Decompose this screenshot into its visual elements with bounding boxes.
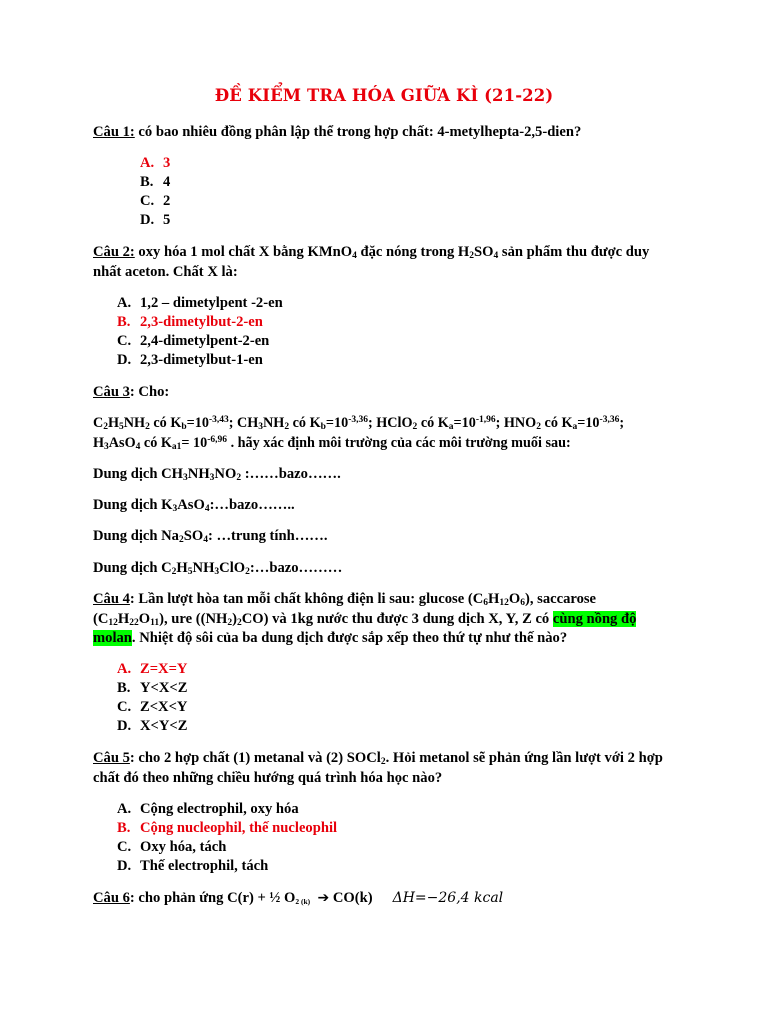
highlighted-term: cùng nồng độ molan bbox=[93, 610, 637, 647]
question-1-label: Câu 1: bbox=[93, 124, 135, 140]
q5-option-c: C. Oxy hóa, tách bbox=[117, 839, 227, 855]
q5-option-a: A. Cộng electrophil, oxy hóa bbox=[117, 801, 299, 817]
question-1 bbox=[93, 123, 683, 143]
salt-line-1: Dung dịch $CH_3NH_3NO_2$ :……bazo……. bbox=[93, 466, 341, 483]
question-6-label: Câu 6 bbox=[93, 890, 130, 906]
q1-option-b: B. 4 bbox=[140, 174, 171, 190]
question-5-label: Câu 5 bbox=[93, 750, 130, 766]
question-2: Câu 2: oxy hóa 1 mol chất X bằng KMnO$_4$ đặc nóng trong $H_2SO_4$ sản phẩm thu được duy nhất aceton. Chất X là: bbox=[93, 244, 650, 280]
enthalpy-value: ΔH=−26,4 kcal bbox=[392, 890, 504, 906]
q5-option-b: B. Cộng nucleophil, thế nucleophil bbox=[117, 820, 338, 836]
question-4: Câu 4: Lần lượt hòa tan mỗi chất không điện li sau: glucose $(C_6H_{12}O_6)$, saccarose $(C_{12}H_{22}O_{11})$, ure $((NH_2)_2CO)$ và 1kg nước thu được 3 dung dịch X, Y, Z có cùng nồng độ molan. Nhiệt độ sôi của ba dung dịch được sắp xếp theo thứ tự như thế nào? bbox=[93, 591, 637, 647]
q1-option-c: C. 2 bbox=[140, 193, 171, 209]
question-3: Câu 3: Cho: bbox=[93, 384, 170, 400]
q2-option-c: C. 2,4-dimetylpent-2-en bbox=[117, 333, 270, 349]
q2-option-d: D. 2,3-dimetylbut-1-en bbox=[117, 352, 263, 368]
question-4-label: Câu 4 bbox=[93, 591, 130, 607]
question-3-label: Câu 3 bbox=[93, 384, 130, 400]
question-5: Câu 5: cho 2 hợp chất (1) metanal và (2) SOCl$_2$. Hỏi metanol sẽ phản ứng lần lượt với 2 hợp chất đó theo những chiều hướng quá trình hóa học nào? bbox=[93, 750, 663, 786]
document-title: ĐỀ KIỂM TRA HÓA GIỮA KÌ (21-22) bbox=[214, 86, 554, 105]
question-6: Câu 6: cho phản ứng C(r) + ½ $O_{2 (k)}$ ➔ CO(k) ΔH=−26,4 kcal bbox=[93, 890, 504, 906]
question-1-text: có bao nhiêu đồng phân lập thể trong hợp chất: 4-metylhepta-2,5-dien? bbox=[134, 124, 582, 140]
q4-option-d: D. X<Y<Z bbox=[117, 718, 188, 734]
q4-option-c: C. Z<X<Y bbox=[117, 699, 188, 715]
arrow-right-icon: ➔ bbox=[317, 890, 330, 906]
acid-base-data: $C_2H_5NH_2$ có $K_b=10^{-3,43}$; $CH_3NH_2$ có $K_b=10^{-3,36}$; HClO$_2$ có $K_a=10^{-1,96}$; $HNO_2$ có $K_a=10^{-3,36}$; $H_3AsO_4$ có $K_{a1}= 10^{-6,96}$ . hãy xác định môi trường của các môi trường muối sau: bbox=[93, 415, 625, 452]
salt-line-4: Dung dịch $C_2H_5NH_3ClO_2:\dots bazo\dots\dots\dots$ bbox=[93, 560, 343, 577]
salt-line-3: Dung dịch $Na_2SO_4$: …trung tính……. bbox=[93, 528, 328, 545]
salt-line-2: Dung dịch $K_3AsO_4:\dots bazo\dots\dots$.. bbox=[93, 497, 295, 514]
q4-option-a: A. Z=X=Y bbox=[117, 661, 188, 677]
q2-option-a: A. 1,2 – dimetylpent -2-en bbox=[117, 295, 283, 311]
q1-option-a: A. 3 bbox=[140, 155, 171, 171]
q5-option-d: D. Thế electrophil, tách bbox=[117, 858, 269, 874]
question-2-label: Câu 2: bbox=[93, 244, 135, 260]
q2-option-b: B. 2,3-dimetylbut-2-en bbox=[117, 314, 263, 330]
q1-option-d: D. 5 bbox=[140, 212, 171, 228]
q4-option-b: B. Y<X<Z bbox=[117, 680, 188, 696]
